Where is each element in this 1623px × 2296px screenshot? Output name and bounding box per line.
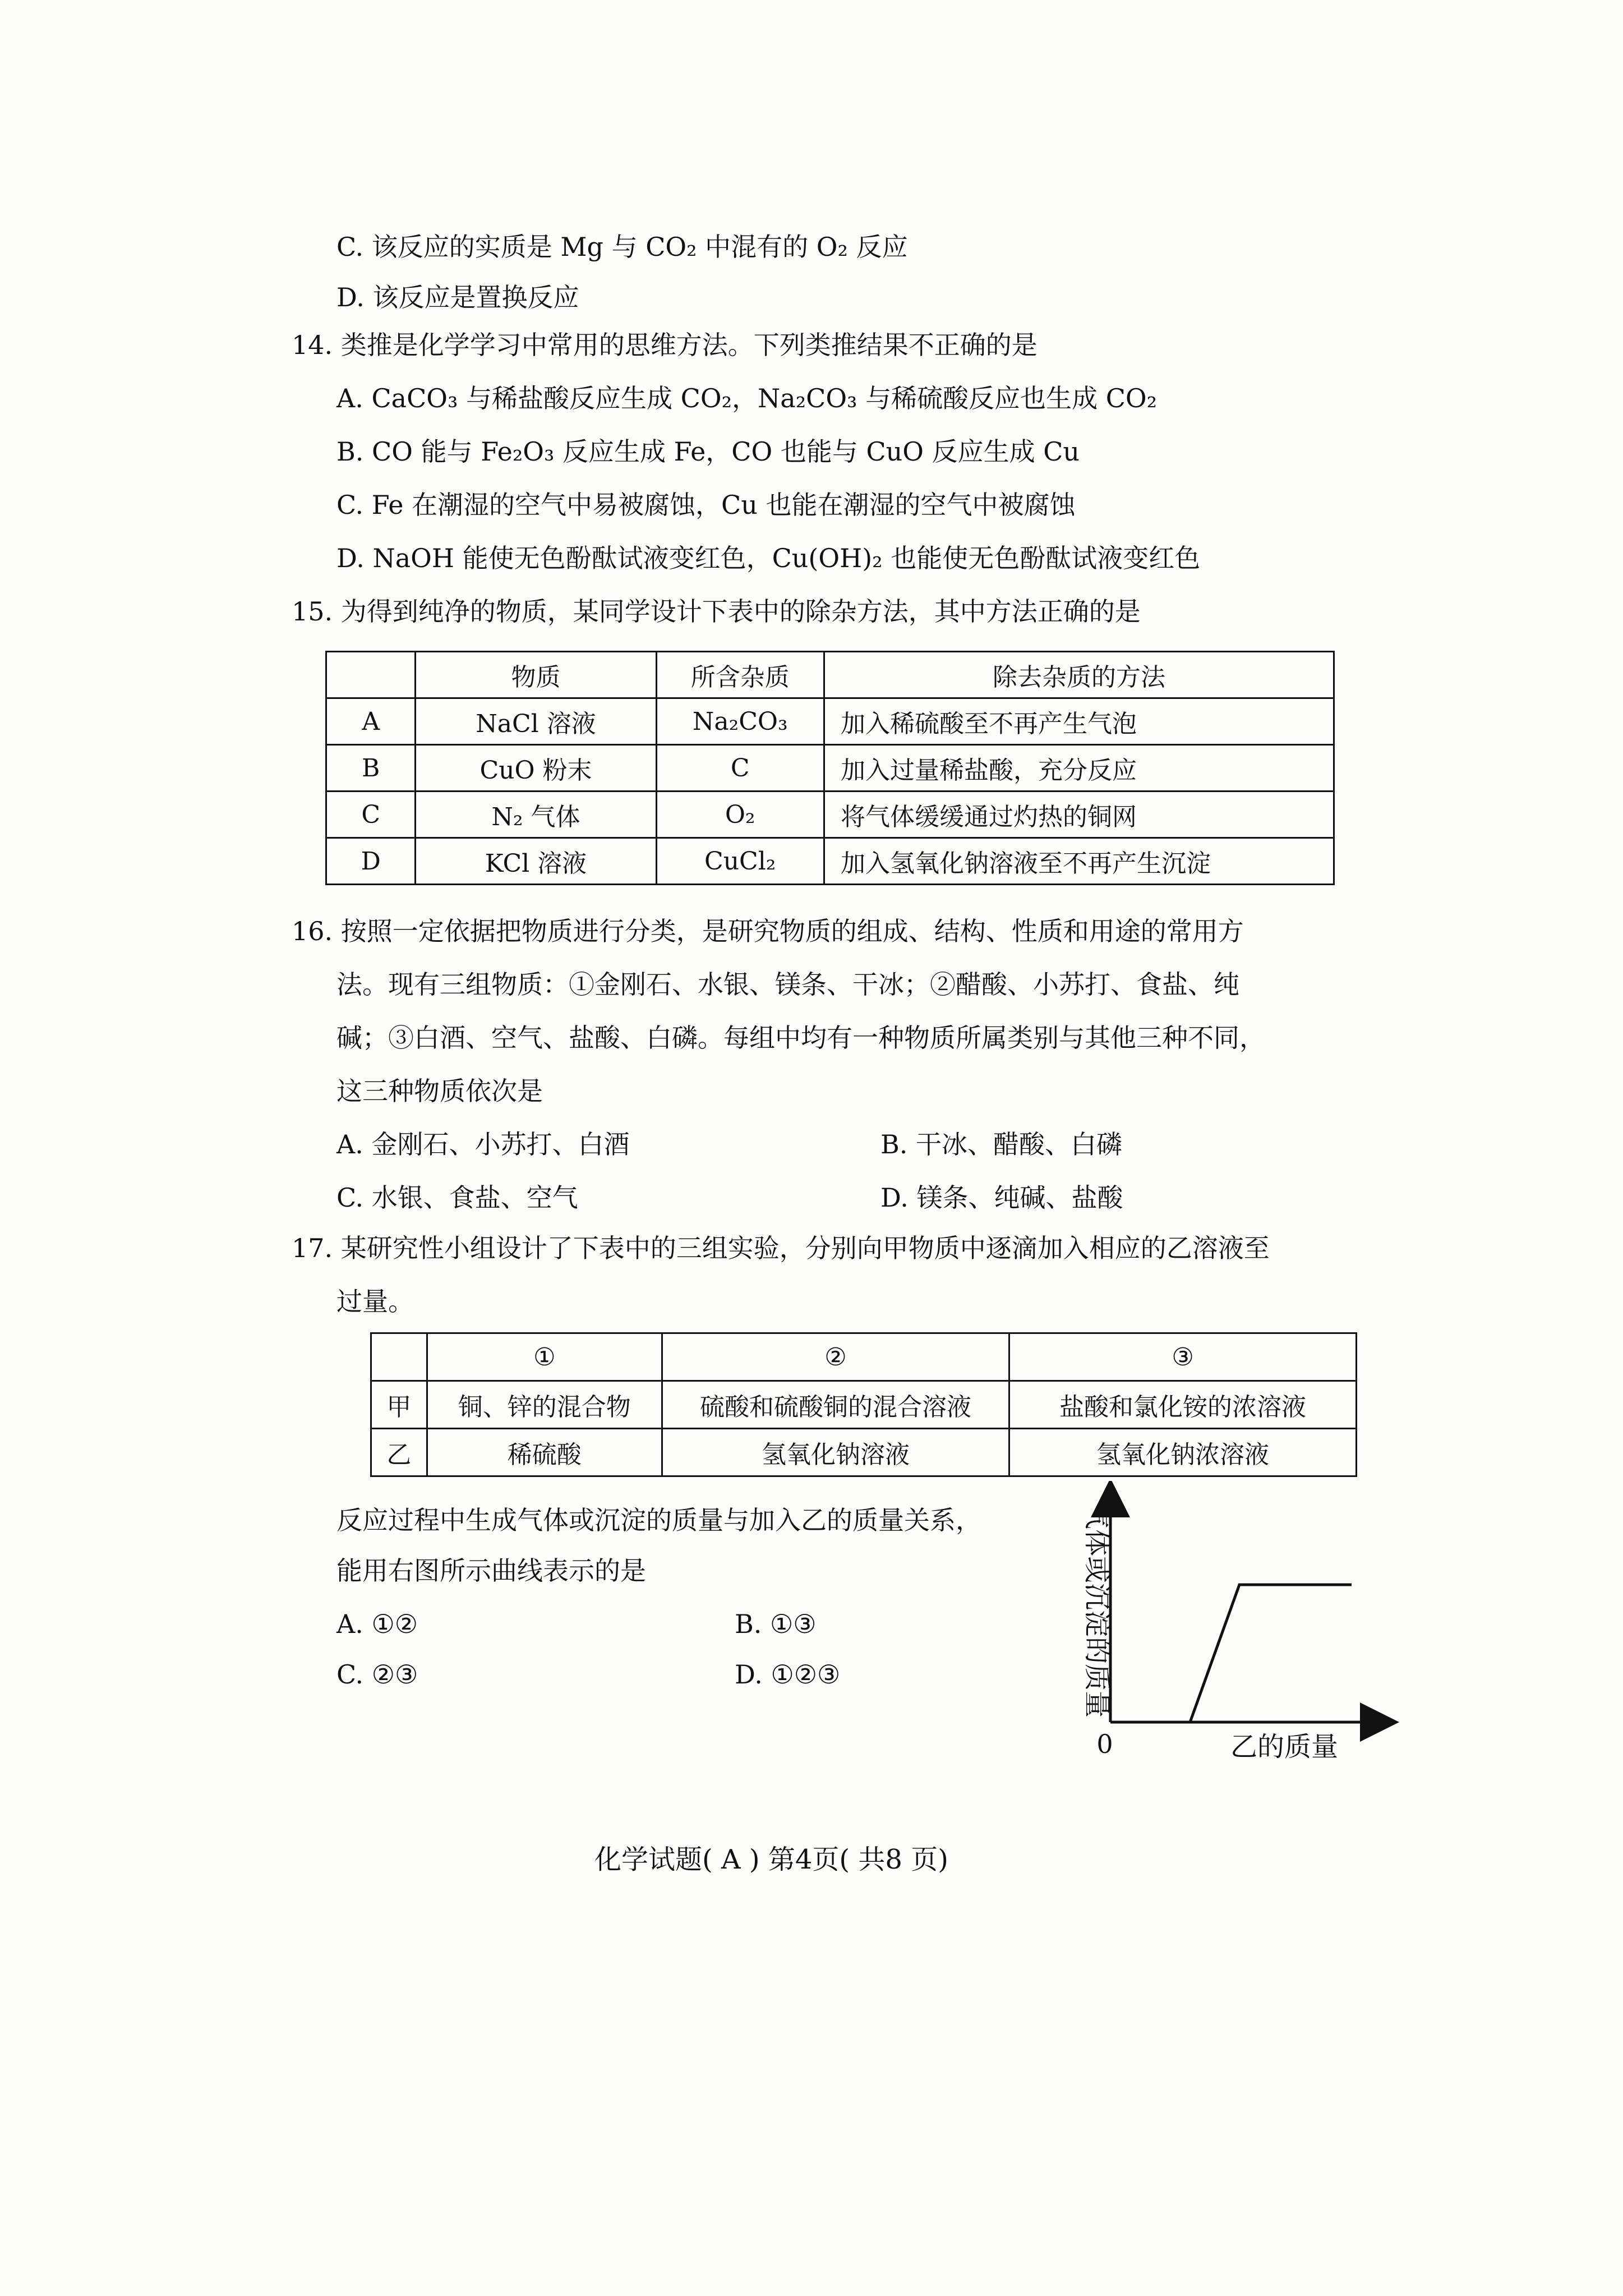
- q17-stem-line-1: 17. 某研究性小组设计了下表中的三组实验，分别向甲物质中逐滴加入相应的乙溶液至: [292, 1233, 1270, 1263]
- y-axis-label: 气体或沉淀的质量: [1081, 1502, 1113, 1718]
- q16-option-a: A. 金刚石、小苏打、白酒: [336, 1129, 630, 1159]
- table-cell: CuCl₂: [656, 838, 824, 885]
- table-cell: 硫酸和硫酸铜的混合溶液: [662, 1381, 1009, 1429]
- q16-stem-line-3: 碱；③白酒、空气、盐酸、白磷。每组中均有一种物质所属类别与其他三种不同，: [336, 1023, 1265, 1053]
- table-cell: NaCl 溶液: [416, 698, 656, 745]
- table-cell: 稀硫酸: [427, 1429, 662, 1476]
- table-header-cell: ③: [1009, 1333, 1357, 1381]
- table-cell: 加入过量稀盐酸，充分反应: [824, 745, 1334, 792]
- q14-option-a: A. CaCO₃ 与稀盐酸反应生成 CO₂，Na₂CO₃ 与稀硫酸反应也生成 CO₂: [336, 383, 1158, 413]
- table-cell: 氢氧化钠溶液: [662, 1429, 1009, 1476]
- q15-stem: 15. 为得到纯净的物质，某同学设计下表中的除杂方法，其中方法正确的是: [292, 596, 1141, 627]
- q16-stem-line-4: 这三种物质依次是: [336, 1076, 543, 1106]
- q16-option-d: D. 镁条、纯碱、盐酸: [880, 1182, 1123, 1213]
- table-row: [371, 1429, 1357, 1476]
- table-row: [326, 745, 1334, 792]
- table-cell: CuO 粉末: [416, 745, 656, 792]
- table-row: [326, 698, 1334, 745]
- table-cell: 盐酸和氯化铵的浓溶液: [1009, 1381, 1357, 1429]
- q17-graph: [1054, 1481, 1402, 1773]
- q17-table: [370, 1332, 1357, 1477]
- q17-option-d: D. ①②③: [735, 1659, 841, 1690]
- table-cell: O₂: [656, 792, 824, 838]
- table-cell: KCl 溶液: [416, 838, 656, 885]
- table-cell: 氢氧化钠浓溶液: [1009, 1429, 1357, 1476]
- q17-stem-line-2: 过量。: [336, 1286, 414, 1317]
- table-cell: 加入稀硫酸至不再产生气泡: [824, 698, 1334, 745]
- table-header-cell: [371, 1333, 427, 1381]
- table-cell: 乙: [371, 1429, 427, 1476]
- table-header-cell: ①: [427, 1333, 662, 1381]
- table-cell: 加入氢氧化钠溶液至不再产生沉淀: [824, 838, 1334, 885]
- q17-option-b: B. ①③: [735, 1609, 817, 1639]
- q17-option-a: A. ①②: [336, 1609, 418, 1639]
- q13-option-c: C. 该反应的实质是 Mg 与 CO₂ 中混有的 O₂ 反应: [336, 232, 908, 262]
- table-cell: C: [656, 745, 824, 792]
- table-header-cell: ②: [662, 1333, 1009, 1381]
- q14-stem: 14. 类推是化学学习中常用的思维方法。下列类推结果不正确的是: [292, 330, 1038, 360]
- table-row: [326, 838, 1334, 885]
- table-cell: D: [326, 838, 416, 885]
- q17-after-line-1: 反应过程中生成气体或沉淀的质量与加入乙的质量关系，: [336, 1505, 981, 1535]
- table-cell: 铜、锌的混合物: [427, 1381, 662, 1429]
- q16-option-b: B. 干冰、醋酸、白磷: [880, 1129, 1123, 1159]
- q16-stem-line-1: 16. 按照一定依据把物质进行分类，是研究物质的组成、结构、性质和用途的常用方: [292, 916, 1244, 946]
- q17-after-line-2: 能用右图所示曲线表示的是: [336, 1556, 646, 1586]
- table-cell: C: [326, 792, 416, 838]
- q17-option-c: C. ②③: [336, 1659, 418, 1690]
- q16-option-c: C. 水银、食盐、空气: [336, 1182, 578, 1213]
- table-header-row: [326, 652, 1334, 698]
- table-row: [326, 792, 1334, 838]
- q14-option-d: D. NaOH 能使无色酚酞试液变红色，Cu(OH)₂ 也能使无色酚酞试液变红色: [336, 543, 1201, 573]
- table-cell: A: [326, 698, 416, 745]
- q16-stem-line-2: 法。现有三组物质：①金刚石、水银、镁条、干冰；②醋酸、小苏打、食盐、纯: [336, 969, 1239, 1000]
- table-header-cell: 物质: [416, 652, 656, 698]
- table-cell: 将气体缓缓通过灼热的铜网: [824, 792, 1334, 838]
- table-cell: Na₂CO₃: [656, 698, 824, 745]
- table-header-cell: 除去杂质的方法: [824, 652, 1334, 698]
- curve: [1110, 1585, 1352, 1722]
- q14-option-c: C. Fe 在潮湿的空气中易被腐蚀，Cu 也能在潮湿的空气中被腐蚀: [336, 490, 1076, 520]
- origin-label: 0: [1096, 1729, 1113, 1759]
- q13-option-d: D. 该反应是置换反应: [336, 282, 579, 312]
- q15-table: [325, 651, 1335, 885]
- x-axis-label: 乙的质量: [1230, 1731, 1339, 1763]
- table-header-row: [371, 1333, 1357, 1381]
- table-header-cell: [326, 652, 416, 698]
- table-cell: B: [326, 745, 416, 792]
- table-cell: 甲: [371, 1381, 427, 1429]
- table-row: [371, 1381, 1357, 1429]
- page-footer: 化学试题( A ) 第4页( 共8 页): [594, 1844, 948, 1875]
- q14-option-b: B. CO 能与 Fe₂O₃ 反应生成 Fe，CO 也能与 CuO 反应生成 Cu: [336, 436, 1080, 467]
- table-cell: N₂ 气体: [416, 792, 656, 838]
- table-header-cell: 所含杂质: [656, 652, 824, 698]
